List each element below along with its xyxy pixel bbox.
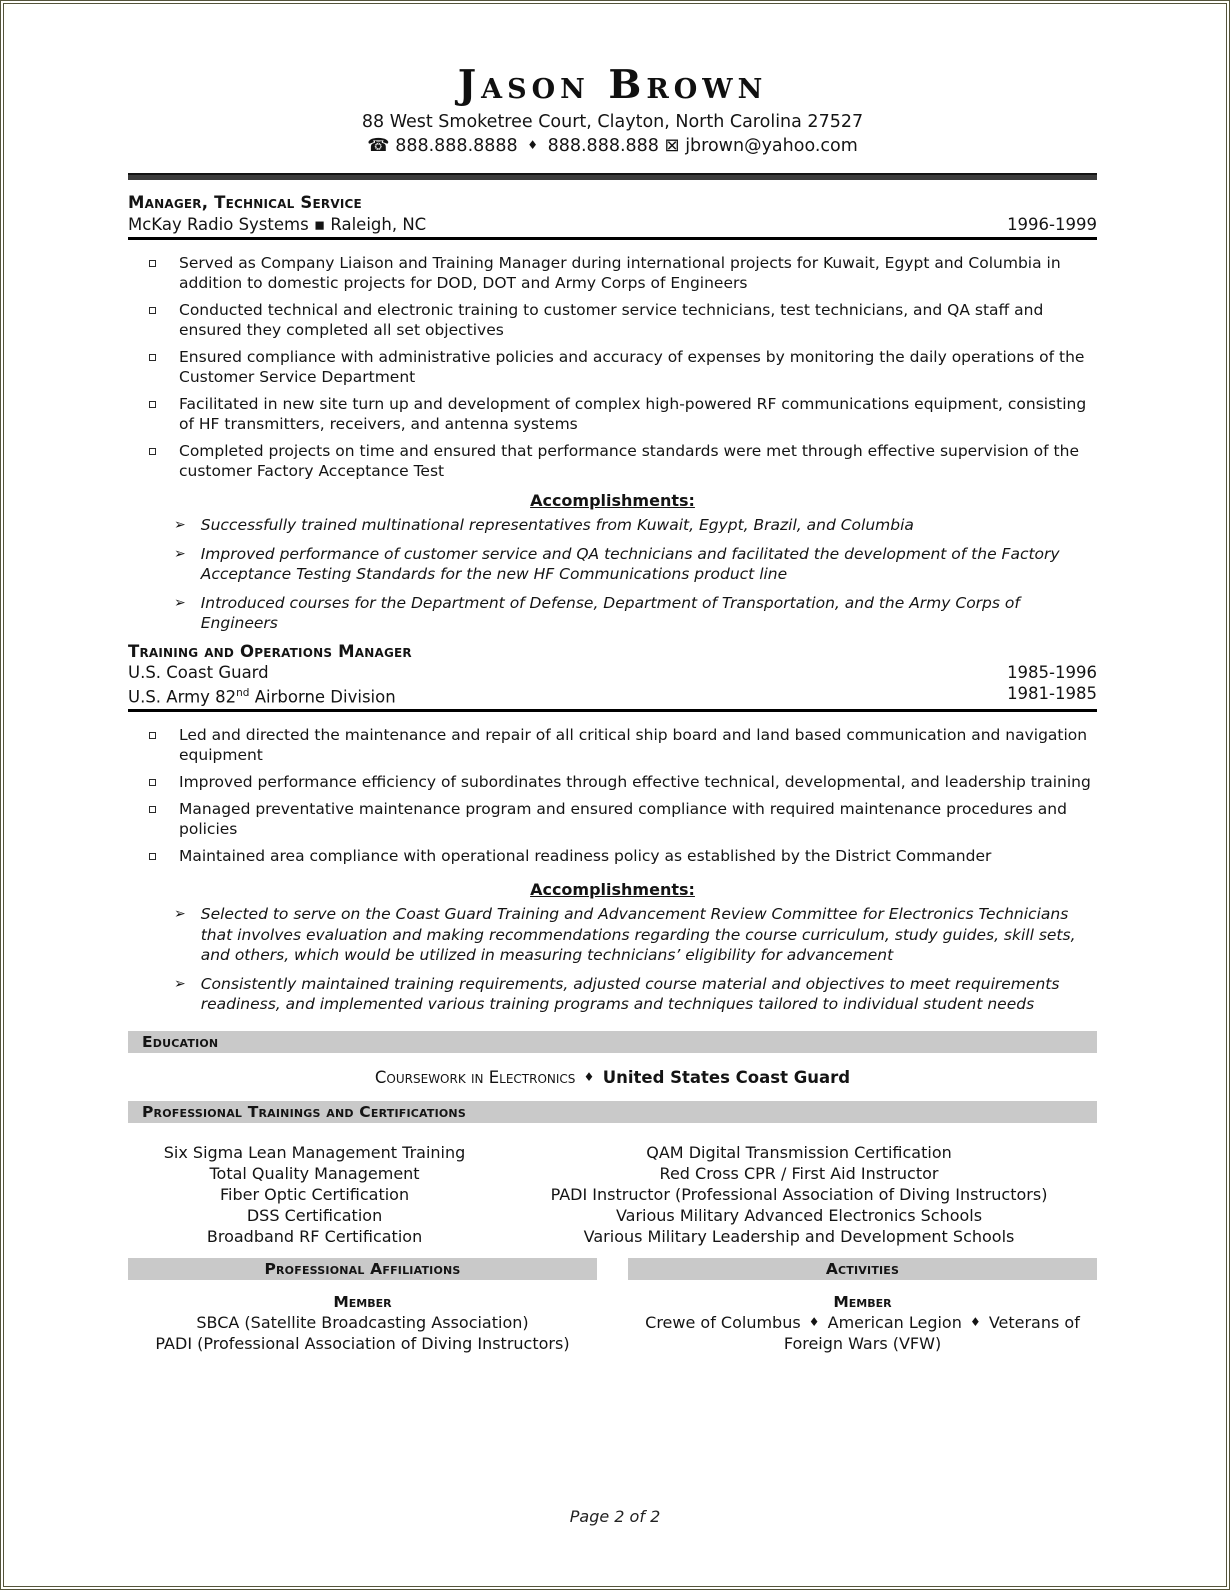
positions-rows [128, 662, 1097, 713]
accomplishment-item [128, 904, 1097, 966]
square-bullet-icon [149, 354, 156, 361]
employer-name: U.S. Coast Guard [128, 662, 269, 682]
bullet-item [128, 772, 1097, 792]
accomplishment-text: Selected to serve on the Coast Guard Training and Advancement Review Committee for Electronics Technicians that involves evaluation and making recommendations regarding the course curriculum, study guides, skill sets, and others, which would be utilized in measuring technicians’ eligibility for advancement [200, 905, 1076, 964]
section-heading-education: Education [128, 1031, 1097, 1053]
affiliation-item: SBCA (Satellite Broadcasting Association) [196, 1312, 529, 1332]
trainings-left-column [128, 1142, 501, 1247]
activity-item: Veterans of Foreign Wars (VFW) [783, 1312, 1080, 1353]
bullet-item [128, 725, 1097, 765]
square-bullet-icon [149, 806, 156, 813]
arrow-bullet-icon: ➢ [174, 545, 186, 562]
bottom-columns [128, 1280, 1097, 1355]
accomplishment-item [128, 593, 1097, 634]
phone-number-2: 888.888.888 [547, 136, 659, 156]
bullet-text: Served as Company Liaison and Training Manager during international projects for Kuwait, Egypt and Columbia in addition to domestic projects for DOD, DOT and Army Corps of Engineers [179, 254, 1061, 292]
affiliations-column [128, 1280, 597, 1355]
bullet-text: Led and directed the maintenance and repair of all critical ship board and land based communication and navigation equipment [179, 726, 1088, 764]
trainings-columns [128, 1142, 1097, 1247]
job-title: Training and Operations Manager [128, 641, 412, 661]
position-row [128, 662, 1097, 684]
square-bullet-icon [149, 260, 156, 267]
accomplishment-item [128, 974, 1097, 1015]
training-item: Six Sigma Lean Management Training [163, 1142, 466, 1162]
activities-column [628, 1280, 1097, 1355]
accomplishments-heading: Accomplishments: [530, 880, 695, 899]
square-bullet-icon [149, 401, 156, 408]
arrow-bullet-icon: ➢ [174, 906, 186, 922]
bullet-item [128, 253, 1097, 293]
member-label: Member [333, 1292, 392, 1311]
accomplishment-text: Introduced courses for the Department of Defense, Department of Transportation, and the Army Corps of Engineers [200, 593, 1020, 632]
accomplishments-list [128, 515, 1097, 634]
activity-item: Crewe of Columbus [645, 1312, 801, 1332]
arrow-bullet-icon: ➢ [174, 594, 186, 611]
phone-icon: ☎ [367, 135, 390, 156]
square-bullet-icon [149, 307, 156, 314]
square-bullet-icon [149, 779, 156, 786]
position-row [128, 683, 1097, 708]
member-label: Member [833, 1292, 892, 1311]
email-address: jbrown@yahoo.com [685, 136, 858, 156]
bullet-item [128, 846, 1097, 866]
bullet-text: Completed projects on time and ensured that performance standards were met through effective supervision of the customer Factory Acceptance Test [179, 442, 1079, 480]
training-item: Broadband RF Certification [206, 1226, 423, 1246]
square-bullet-icon [149, 732, 156, 739]
trainings-right-column [501, 1142, 1097, 1247]
job-duties-list [128, 253, 1097, 481]
bullet-text: Maintained area compliance with operational readiness policy as established by the District Commander [179, 847, 992, 865]
section-heading-activities: Activities [628, 1258, 1097, 1280]
bullet-item [128, 300, 1097, 340]
accomplishments-list [128, 904, 1097, 1015]
employer-name: McKay Radio Systems ▪ Raleigh, NC [128, 215, 427, 234]
training-item: Various Military Leadership and Development Schools [583, 1226, 1015, 1246]
training-item: Fiber Optic Certification [219, 1184, 410, 1204]
diamond-separator-icon: ♦ [583, 1069, 595, 1084]
section-heading-affiliations: Professional Affiliations [128, 1258, 597, 1280]
diamond-separator-icon: ♦ [808, 1314, 820, 1329]
accomplishment-item [128, 544, 1097, 585]
contact-line [128, 134, 1097, 158]
coursework-text: Coursework in Electronics [374, 1067, 576, 1087]
bullet-text: Ensured compliance with administrative policies and accuracy of expenses by monitoring the daily operations of the Customer Service Department [179, 348, 1085, 386]
bottom-section-headings [128, 1258, 1097, 1280]
diamond-separator-icon: ♦ [969, 1314, 981, 1329]
header-divider [128, 173, 1097, 180]
accomplishments-heading: Accomplishments: [530, 491, 695, 510]
training-item: QAM Digital Transmission Certification [646, 1142, 952, 1162]
bullet-item [128, 347, 1097, 387]
bullet-text: Facilitated in new site turn up and development of complex high-powered RF communications equipment, consisting of HF transmitters, receivers, and antenna systems [179, 395, 1087, 433]
bullet-item [128, 799, 1097, 839]
email-icon: ⊠ [664, 135, 680, 156]
bullet-text: Improved performance efficiency of subordinates through effective technical, developmental, and leadership training [179, 773, 1091, 791]
education-line [128, 1066, 1097, 1089]
ordinal-superscript: nd [236, 687, 250, 699]
accomplishment-text: Improved performance of customer service and QA technicians and facilitated the development of the Factory Acceptance Testing Standards for the new HF Communications product line [200, 544, 1060, 583]
training-item: Total Quality Management [209, 1163, 420, 1183]
page-number: Page 2 of 2 [569, 1507, 661, 1526]
affiliation-item: PADI (Professional Association of Diving Instructors) [155, 1334, 570, 1353]
accomplishment-text: Successfully trained multinational representatives from Kuwait, Egypt, Brazil, and Columbia [200, 516, 914, 534]
arrow-bullet-icon: ➢ [174, 517, 186, 533]
training-item: Various Military Advanced Electronics Schools [615, 1205, 983, 1225]
square-bullet-icon [149, 448, 156, 455]
accomplishment-item [128, 515, 1097, 536]
bullet-text: Managed preventative maintenance program and ensured compliance with required maintenance procedures and policies [179, 800, 1067, 838]
employer-name: U.S. Army 82nd Airborne Division [128, 687, 396, 707]
accomplishment-text: Consistently maintained training requirements, adjusted course material and objectives to meet requirements readiness, and implemented various training programs and techniques tailored to individual student needs [200, 974, 1060, 1013]
employment-dates: 1985-1996 [1007, 662, 1097, 682]
square-bullet-icon [149, 853, 156, 860]
training-item: PADI Instructor (Professional Association of Diving Instructors) [550, 1184, 1048, 1204]
bullet-item [128, 394, 1097, 434]
page-border-inner [3, 3, 1227, 1587]
phone-number-1: 888.888.8888 [395, 136, 518, 156]
training-item: DSS Certification [246, 1205, 383, 1225]
employment-dates: 1981-1985 [1007, 684, 1097, 703]
institution-name: United States Coast Guard [602, 1067, 851, 1087]
job-duties-list [128, 725, 1097, 866]
activity-item: American Legion [827, 1312, 962, 1332]
employment-dates: 1996-1999 [1007, 215, 1097, 234]
person-name: Jason Brown [457, 62, 768, 108]
training-item: Red Cross CPR / First Aid Instructor [659, 1163, 939, 1183]
activities-line [628, 1312, 1097, 1355]
section-heading-trainings: Professional Trainings and Certifications [128, 1101, 1097, 1123]
employer-row [128, 213, 1097, 240]
arrow-bullet-icon: ➢ [174, 975, 186, 992]
job-title: Manager, Technical Service [128, 193, 362, 212]
diamond-separator-icon: ♦ [527, 138, 539, 152]
bullet-text: Conducted technical and electronic training to customer service technicians, test technicians, and QA staff and ensured they completed all set objectives [179, 301, 1044, 339]
bullet-item [128, 441, 1097, 481]
address-line: 88 West Smoketree Court, Clayton, North Carolina 27527 [361, 112, 864, 132]
